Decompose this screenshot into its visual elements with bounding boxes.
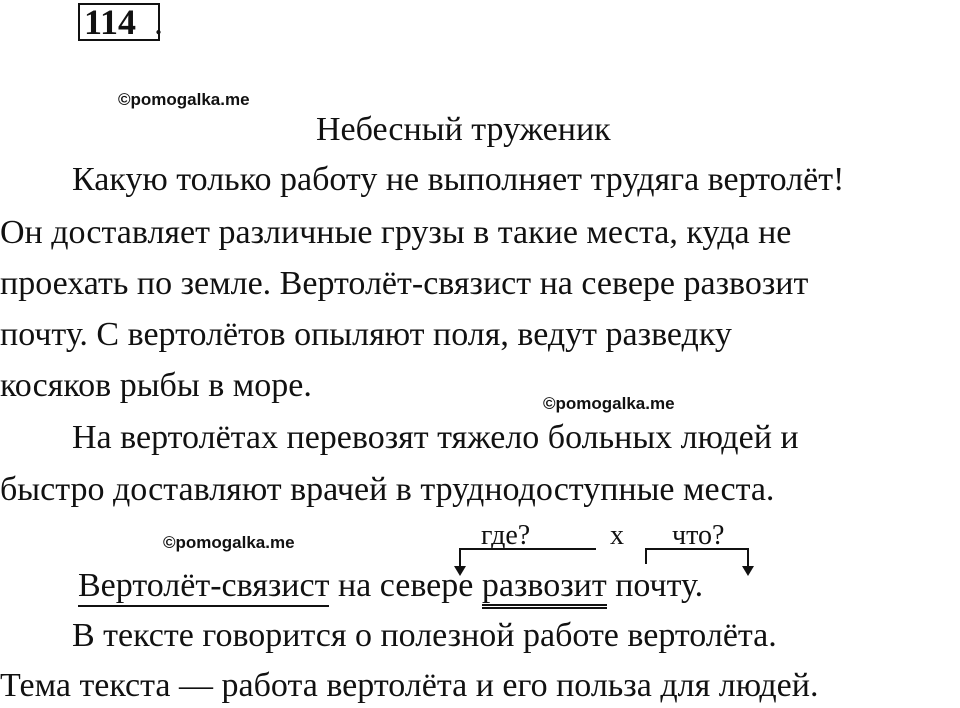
text-title: Небесный труженик [316, 111, 611, 148]
subject-underlined: Вертолёт-связист [78, 567, 329, 607]
paragraph-1-line: Он доставляет различные грузы в такие места, куда не [0, 214, 792, 251]
watermark: ©pomogalka.me [118, 90, 250, 109]
analysis-word: севере [379, 567, 474, 604]
paragraph-1-line: почту. С вертолётов опыляют поля, ведут разведку [0, 316, 732, 353]
analysis-word: почту. [615, 567, 704, 604]
watermark: ©pomogalka.me [163, 533, 295, 552]
exercise-number: 114 [84, 2, 137, 42]
question-label-where: где? [481, 520, 531, 551]
paragraph-1-line: Какую только работу не выполняет трудяга вертолёт! [72, 161, 845, 198]
watermark: ©pomogalka.me [543, 394, 675, 413]
conclusion-line: В тексте говорится о полезной работе вертолёта. [72, 617, 777, 654]
question-label-x: х [610, 520, 624, 551]
paragraph-1-line: проехать по земле. Вертолёт-связист на севере развозит [0, 265, 809, 302]
predicate-underlined: развозит [482, 567, 607, 609]
paragraph-2-line: быстро доставляют врачей в труднодоступные места. [0, 471, 775, 508]
paragraph-2-line: На вертолётах перевозят тяжело больных людей и [72, 419, 799, 456]
question-label-what: что? [672, 520, 725, 551]
analysis-word: на [337, 567, 372, 604]
paragraph-1-line: косяков рыбы в море. [0, 367, 312, 404]
conclusion-line: Тема текста — работа вертолёта и его польза для людей. [0, 667, 819, 704]
analysis-sentence [78, 566, 703, 606]
exercise-number-dot: . [154, 2, 163, 42]
